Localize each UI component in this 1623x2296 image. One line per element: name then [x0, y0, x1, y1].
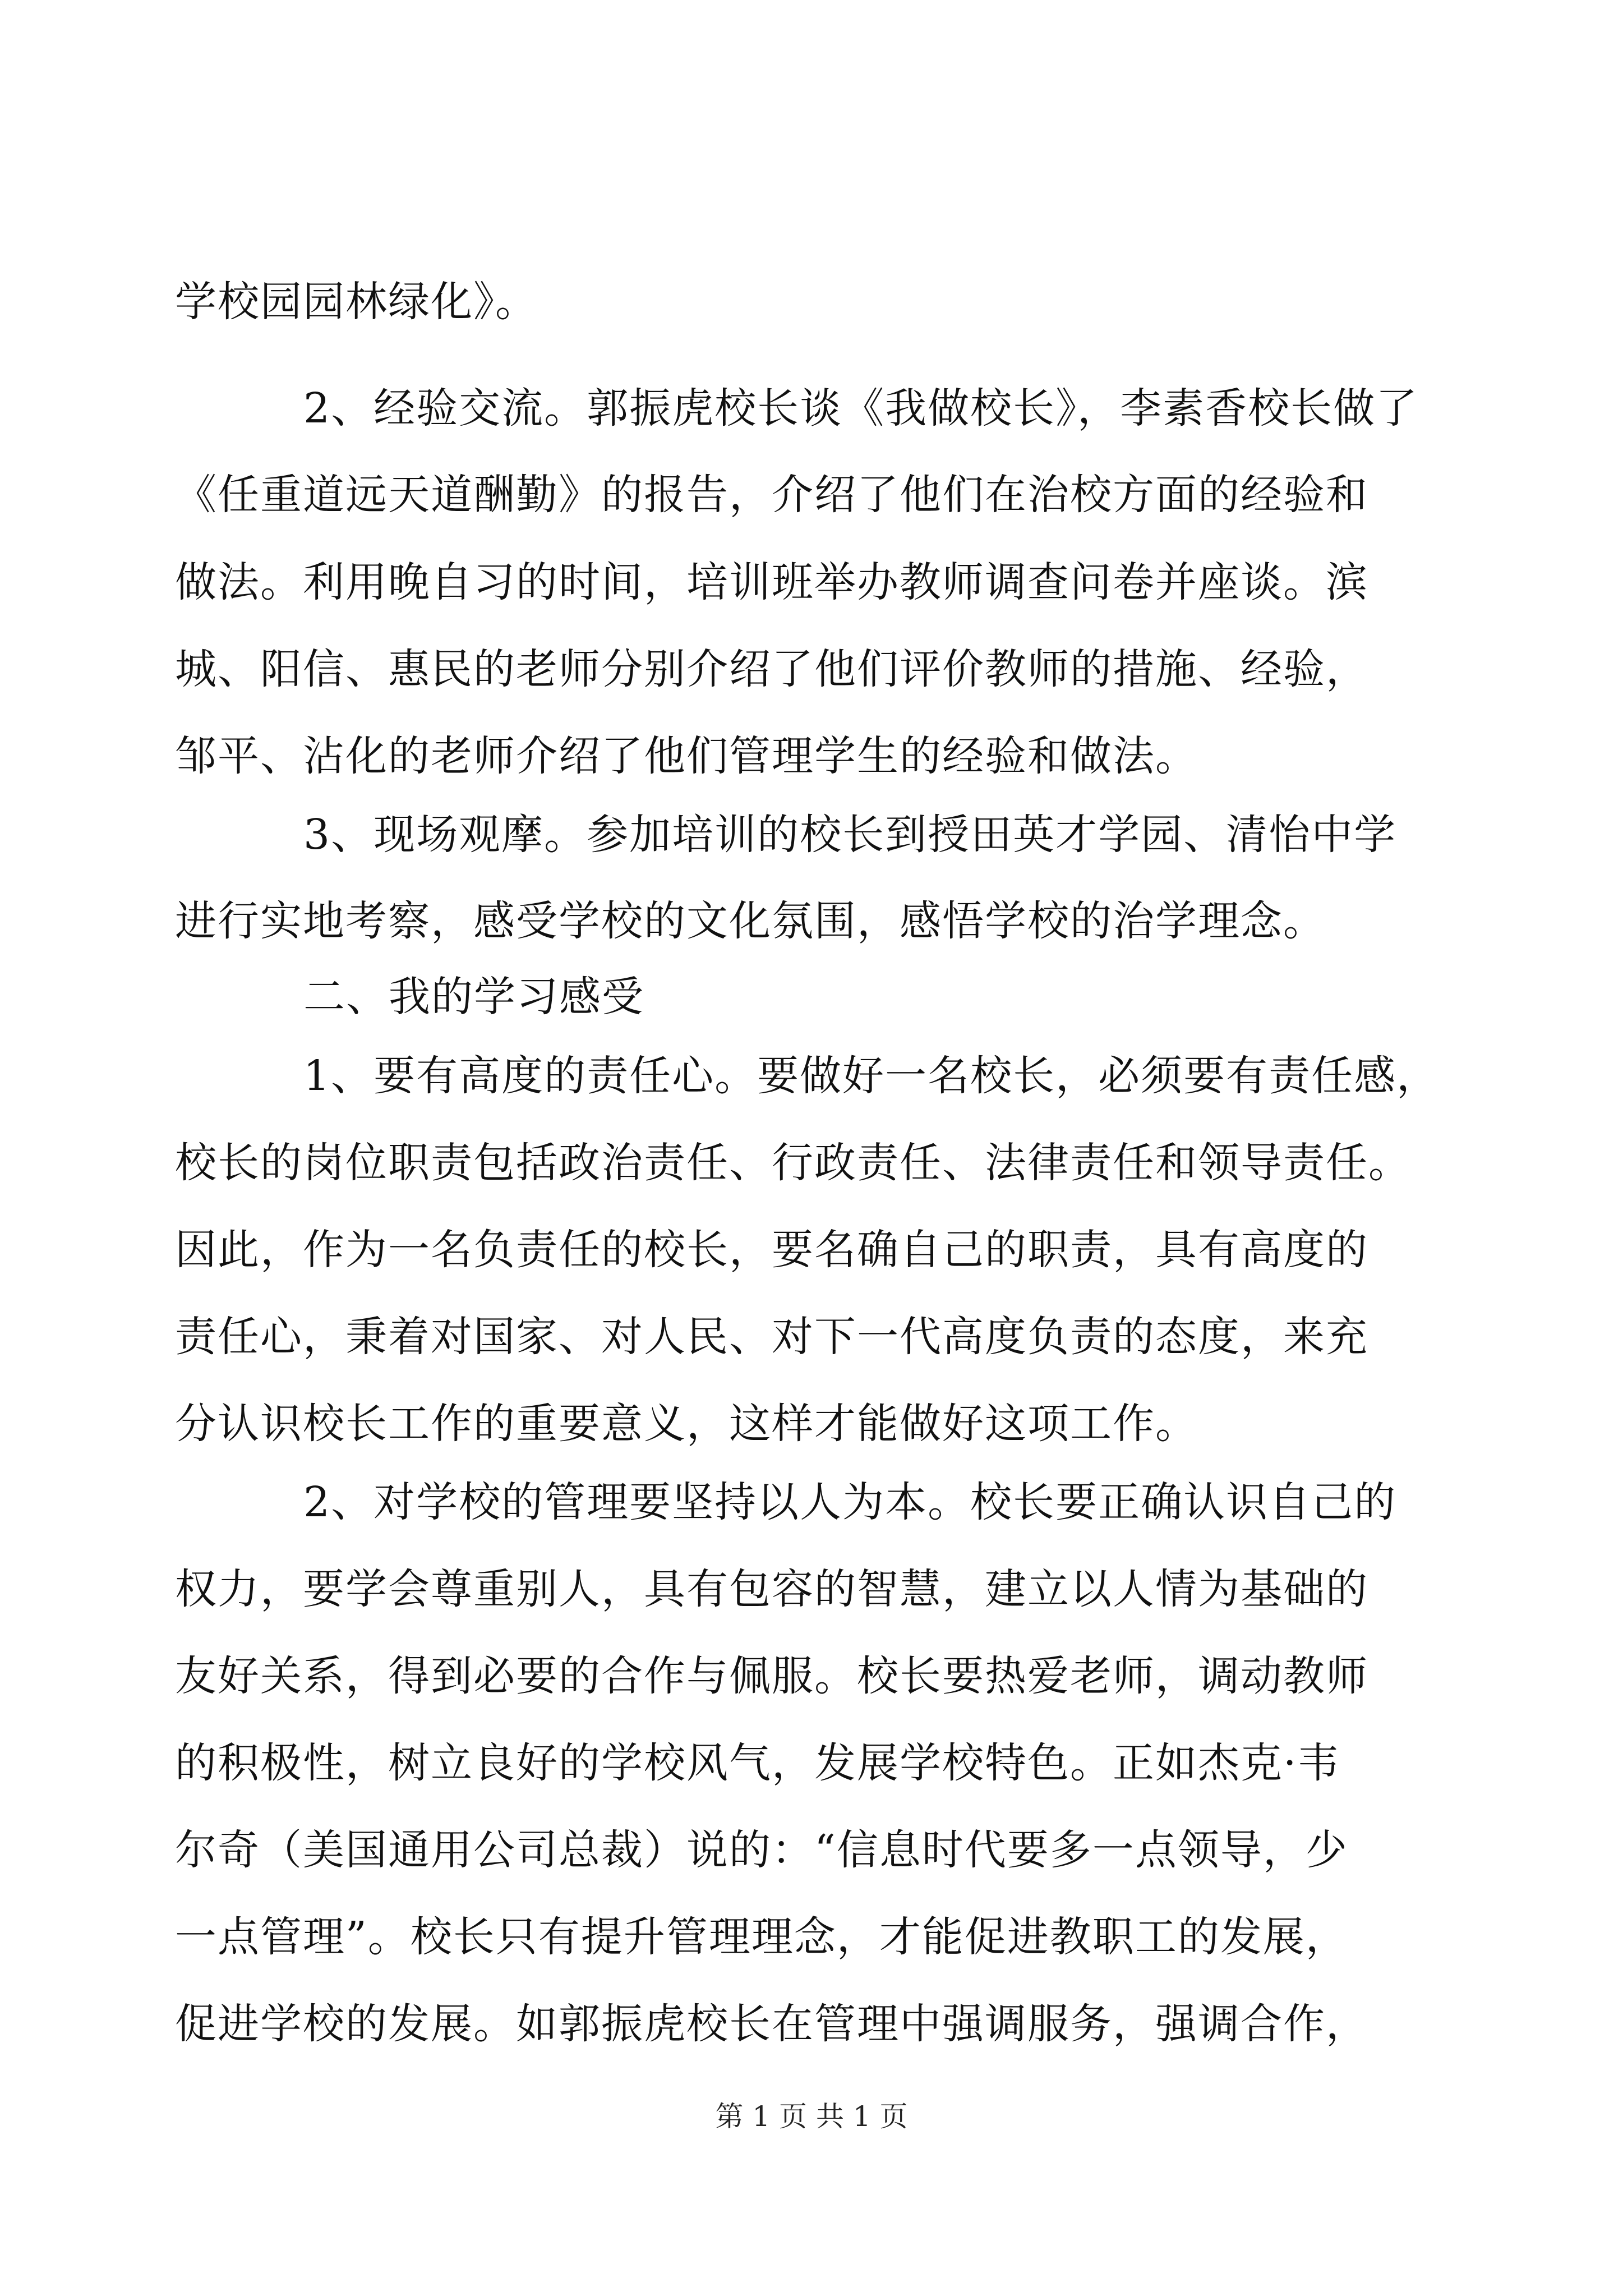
text-line: 责任心，秉着对国家、对人民、对下一代高度负责的态度，来充: [175, 1313, 1368, 1361]
page-footer: 第 1 页 共 1 页: [715, 2100, 908, 2133]
text-line: 2、对学校的管理要坚持以人为本。校长要正确认识自己的: [303, 1478, 1397, 1526]
text-line: 一点管理”。校长只有提升管理理念，才能促进教职工的发展，: [175, 1913, 1348, 1961]
text-line: 分认识校长工作的重要意义，这样才能做好这项工作。: [175, 1400, 1198, 1448]
text-line: 友好关系，得到必要的合作与佩服。校长要热爱老师，调动教师: [175, 1652, 1368, 1700]
text-line: 2、经验交流。郭振虎校长谈《我做校长》，李素香校长做了: [303, 384, 1419, 432]
text-line: 促进学校的发展。如郭振虎校长在管理中强调服务，强调合作，: [175, 2000, 1368, 2048]
text-line: 学校园园林绿化》。: [175, 278, 538, 326]
text-line: 《任重道远天道酬勤》的报告，介绍了他们在治校方面的经验和: [175, 471, 1368, 519]
text-line: 做法。利用晚自习的时间，培训班举办教师调查问卷并座谈。滨: [175, 558, 1368, 606]
text-line: 尔奇（美国通用公司总裁）说的：“信息时代要多一点领导，少: [175, 1826, 1348, 1874]
text-line: 校长的岗位职责包括政治责任、行政责任、法律责任和领导责任。: [175, 1139, 1411, 1187]
text-line: 城、阳信、惠民的老师分别介绍了他们评价教师的措施、经验，: [175, 645, 1368, 693]
text-line: 1、要有高度的责任心。要做好一名校长，必须要有责任感，: [303, 1052, 1440, 1100]
text-line: 3、现场观摩。参加培训的校长到授田英才学园、清怡中学: [303, 811, 1397, 859]
text-line: 进行实地考察，感受学校的文化氛围，感悟学校的治学理念。: [175, 897, 1326, 945]
text-line: 权力，要学会尊重别人，具有包容的智慧，建立以人情为基础的: [175, 1565, 1368, 1613]
section-heading: 二、我的学习感受: [303, 973, 644, 1021]
text-line: 邹平、沾化的老师介绍了他们管理学生的经验和做法。: [175, 732, 1198, 780]
text-line: 因此，作为一名负责任的校长，要名确自己的职责，具有高度的: [175, 1226, 1368, 1274]
text-line: 的积极性，树立良好的学校风气，发展学校特色。正如杰克·韦: [175, 1739, 1340, 1787]
